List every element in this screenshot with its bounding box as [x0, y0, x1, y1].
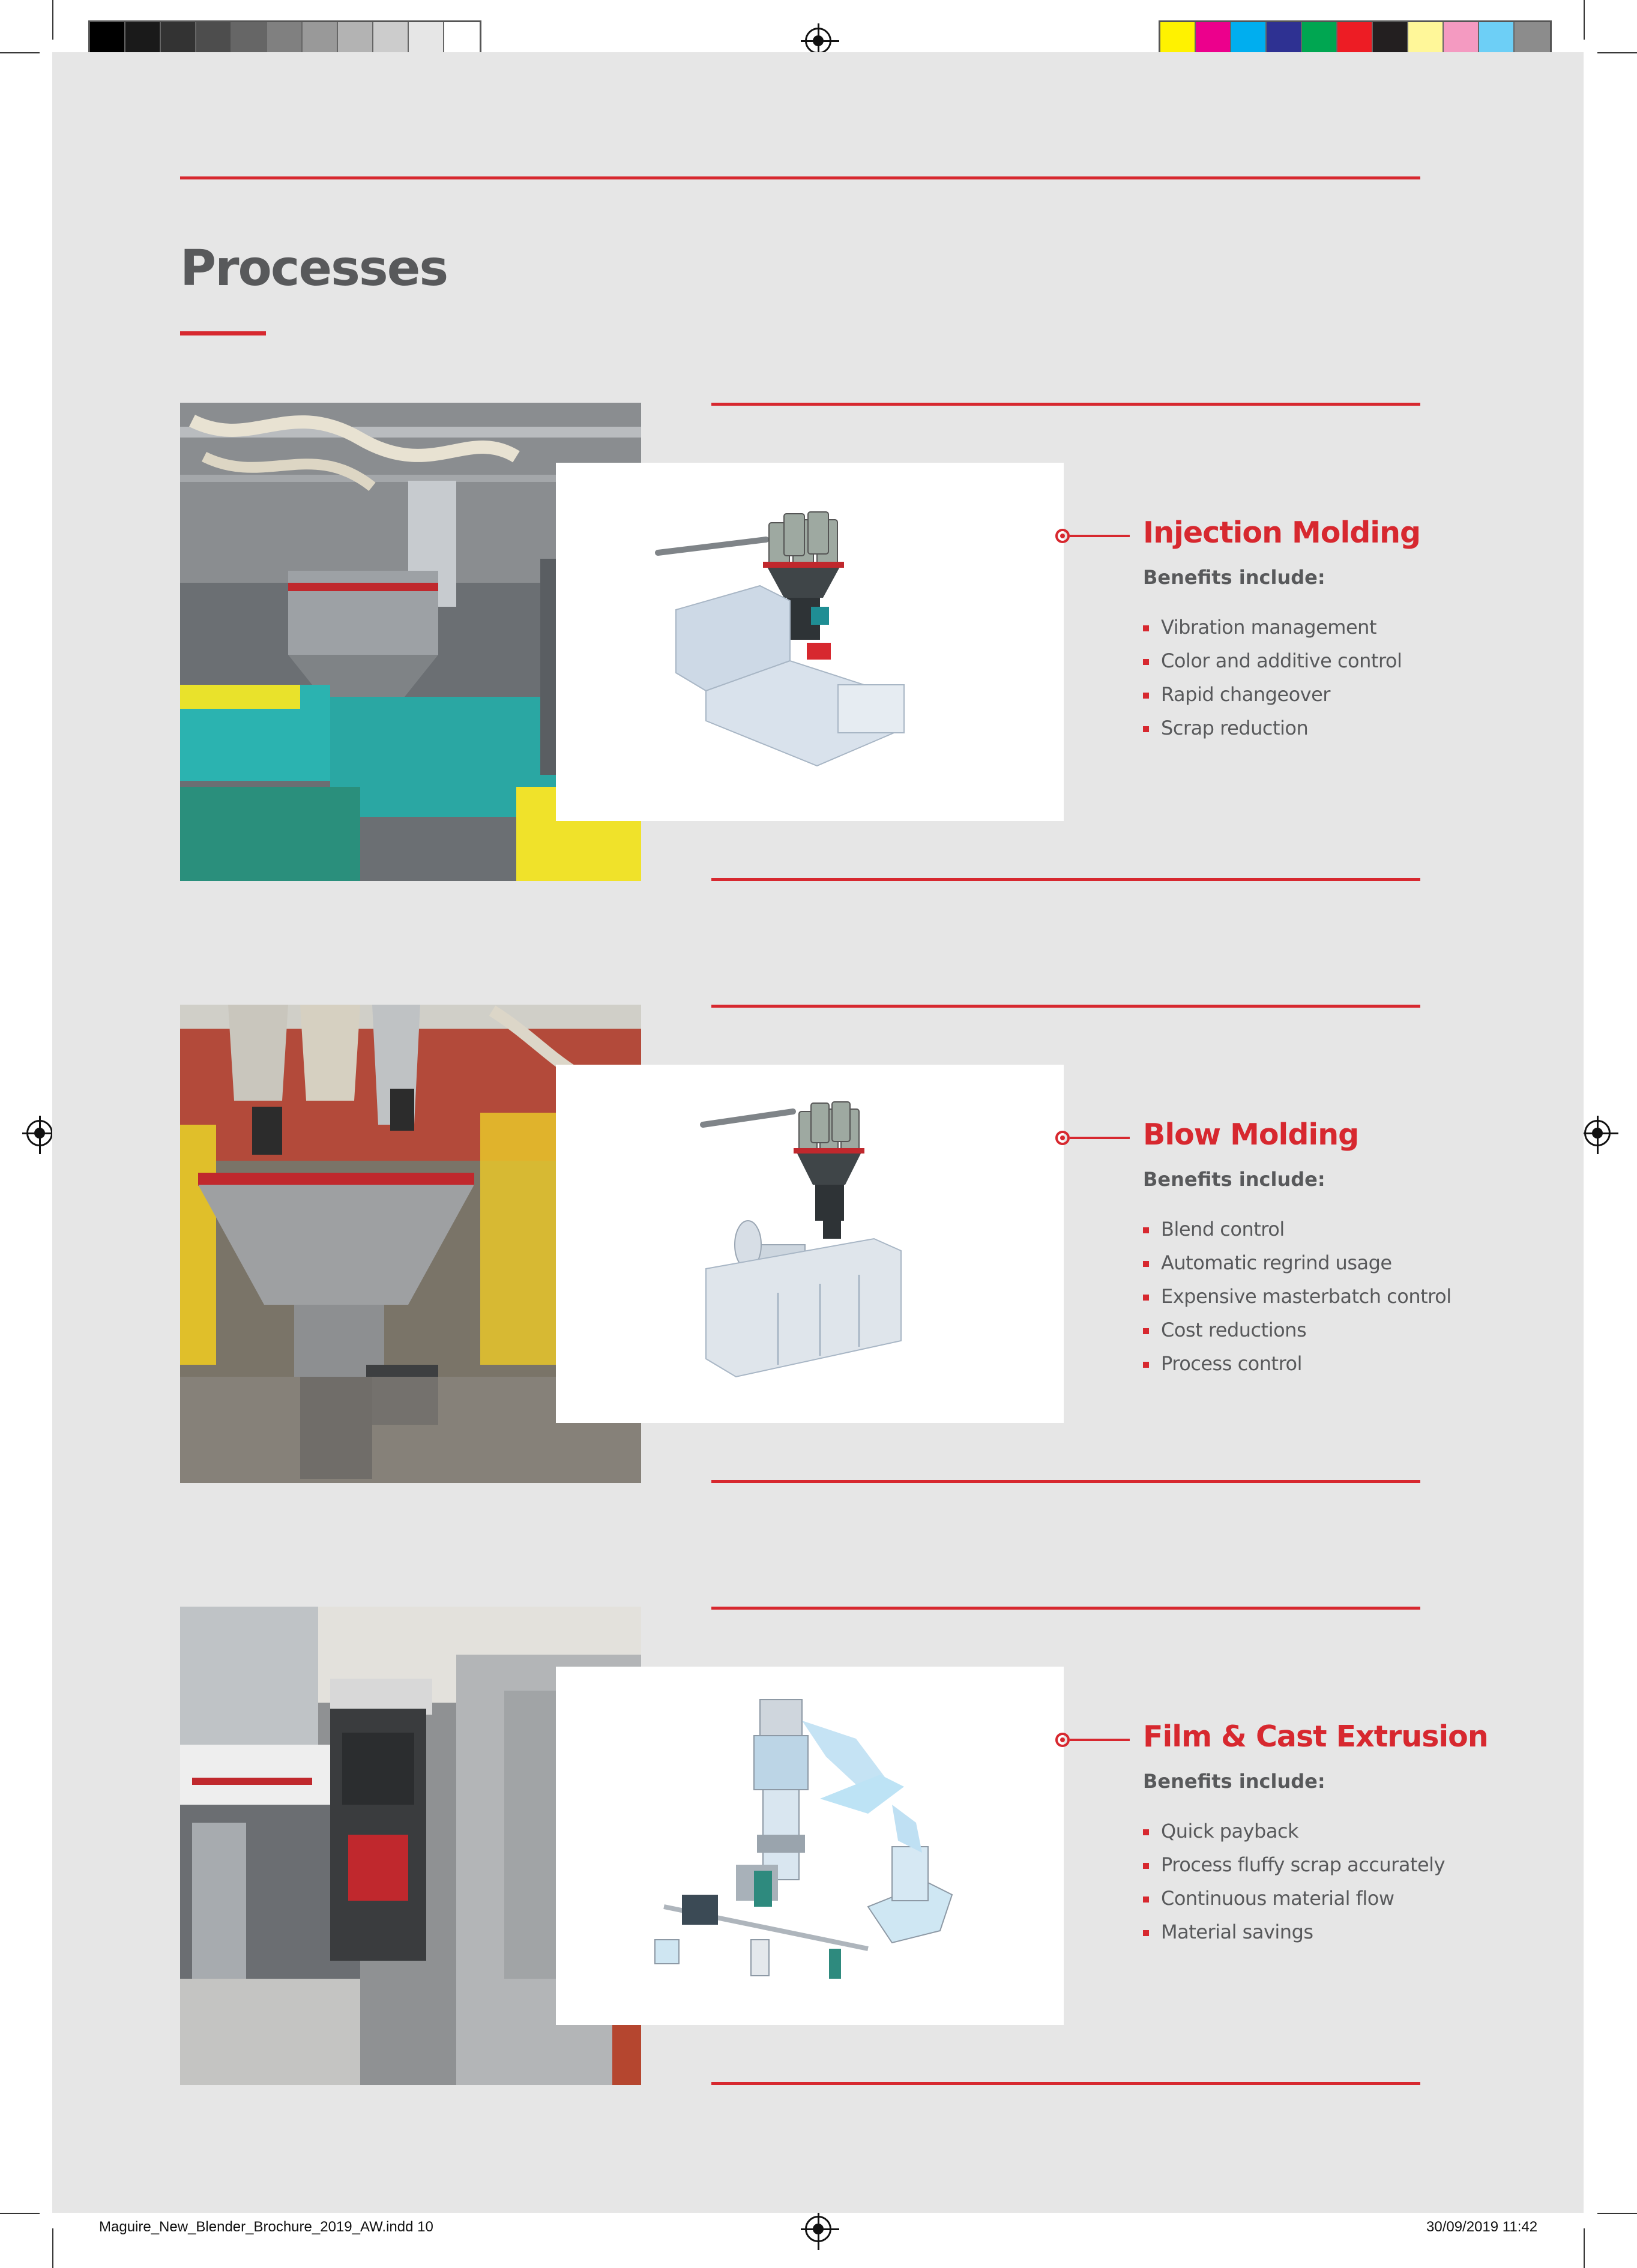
- crop-mark: [1584, 0, 1585, 40]
- color-swatch: [373, 22, 409, 56]
- benefit-item: Vibration management: [1143, 610, 1402, 644]
- color-swatch: [1444, 22, 1479, 56]
- injection-molding-connector: [1055, 529, 1130, 543]
- bullet-icon: [1143, 1328, 1149, 1334]
- section-rule-bottom: [711, 2082, 1420, 2085]
- color-swatch: [267, 22, 303, 56]
- color-swatch: [90, 22, 125, 56]
- benefits-list: [1143, 610, 1402, 745]
- section-title: Injection Molding: [1143, 516, 1421, 550]
- bullet-icon: [1143, 1227, 1149, 1233]
- bullet-icon: [1143, 1863, 1149, 1869]
- color-swatch: [1337, 22, 1373, 56]
- section-rule-top: [711, 403, 1420, 406]
- benefit-item: Blend control: [1143, 1212, 1452, 1246]
- crop-mark: [0, 2213, 40, 2214]
- color-swatch: [338, 22, 373, 56]
- section-rule-bottom: [711, 1480, 1420, 1483]
- benefit-item: Material savings: [1143, 1915, 1445, 1949]
- section-subtitle: Benefits include:: [1143, 1770, 1325, 1793]
- benefit-item: Color and additive control: [1143, 644, 1402, 678]
- injection-molding-render: [556, 463, 1064, 821]
- bullet-icon: [1143, 625, 1149, 631]
- color-swatch: [232, 22, 267, 56]
- crop-mark: [1597, 2213, 1637, 2214]
- blow-molding-connector: [1055, 1131, 1130, 1145]
- benefit-item: Process control: [1143, 1347, 1452, 1380]
- section-subtitle: Benefits include:: [1143, 1168, 1325, 1191]
- crop-mark: [52, 2228, 53, 2268]
- benefit-item: Rapid changeover: [1143, 678, 1402, 711]
- color-swatch: [409, 22, 444, 56]
- section-title: Blow Molding: [1143, 1117, 1359, 1152]
- section-title: Film & Cast Extrusion: [1143, 1719, 1488, 1754]
- benefit-item: Expensive masterbatch control: [1143, 1280, 1452, 1313]
- color-swatch: [125, 22, 161, 56]
- benefit-item: Automatic regrind usage: [1143, 1246, 1452, 1280]
- section-rule-top: [711, 1607, 1420, 1610]
- color-swatch: [1160, 22, 1196, 56]
- color-swatch: [1302, 22, 1337, 56]
- color-swatch: [1408, 22, 1444, 56]
- bullet-icon: [1143, 1362, 1149, 1368]
- color-swatch: [161, 22, 196, 56]
- bullet-icon: [1143, 1897, 1149, 1903]
- registration-mark-bottom: [805, 2216, 831, 2242]
- section-film-cast-extrusion: [0, 1607, 1637, 2087]
- color-swatch: [1479, 22, 1515, 56]
- section-rule-bottom: [711, 878, 1420, 881]
- color-swatch: [196, 22, 232, 56]
- benefits-list: [1143, 1212, 1452, 1380]
- section-injection-molding: [0, 403, 1637, 883]
- benefit-item: Continuous material flow: [1143, 1881, 1445, 1915]
- crop-mark: [0, 52, 40, 53]
- color-swatch: [1196, 22, 1231, 56]
- color-swatch: [1373, 22, 1408, 56]
- bullet-icon: [1143, 726, 1149, 732]
- crop-mark: [52, 0, 53, 40]
- benefit-item: Quick payback: [1143, 1814, 1445, 1848]
- bullet-icon: [1143, 1930, 1149, 1936]
- benefit-item: Scrap reduction: [1143, 711, 1402, 745]
- bullet-icon: [1143, 659, 1149, 665]
- color-swatch: [444, 22, 480, 56]
- blow-molding-render: [556, 1065, 1064, 1423]
- bullet-icon: [1143, 1295, 1149, 1301]
- film-extrusion-connector: [1055, 1733, 1130, 1747]
- benefits-list: [1143, 1814, 1445, 1949]
- color-swatch: [1267, 22, 1302, 56]
- bullet-icon: [1143, 1261, 1149, 1267]
- film-extrusion-render: [556, 1667, 1064, 2025]
- color-swatch: [1515, 22, 1550, 56]
- benefit-item: Cost reductions: [1143, 1313, 1452, 1347]
- section-subtitle: Benefits include:: [1143, 566, 1325, 589]
- page-title: Processes: [180, 240, 448, 297]
- benefit-item: Process fluffy scrap accurately: [1143, 1848, 1445, 1881]
- crop-mark: [1584, 2228, 1585, 2268]
- title-underline: [180, 331, 266, 335]
- slug-filename: Maguire_New_Blender_Brochure_2019_AW.indd 10: [99, 2219, 433, 2235]
- top-rule: [180, 176, 1420, 179]
- section-rule-top: [711, 1005, 1420, 1008]
- slug-datetime: 30/09/2019 11:42: [1426, 2219, 1538, 2235]
- bullet-icon: [1143, 1829, 1149, 1835]
- color-swatch: [1231, 22, 1267, 56]
- section-blow-molding: [0, 1005, 1637, 1485]
- crop-mark: [1597, 52, 1637, 53]
- registration-mark-top: [805, 28, 831, 54]
- color-swatch: [303, 22, 338, 56]
- bullet-icon: [1143, 693, 1149, 699]
